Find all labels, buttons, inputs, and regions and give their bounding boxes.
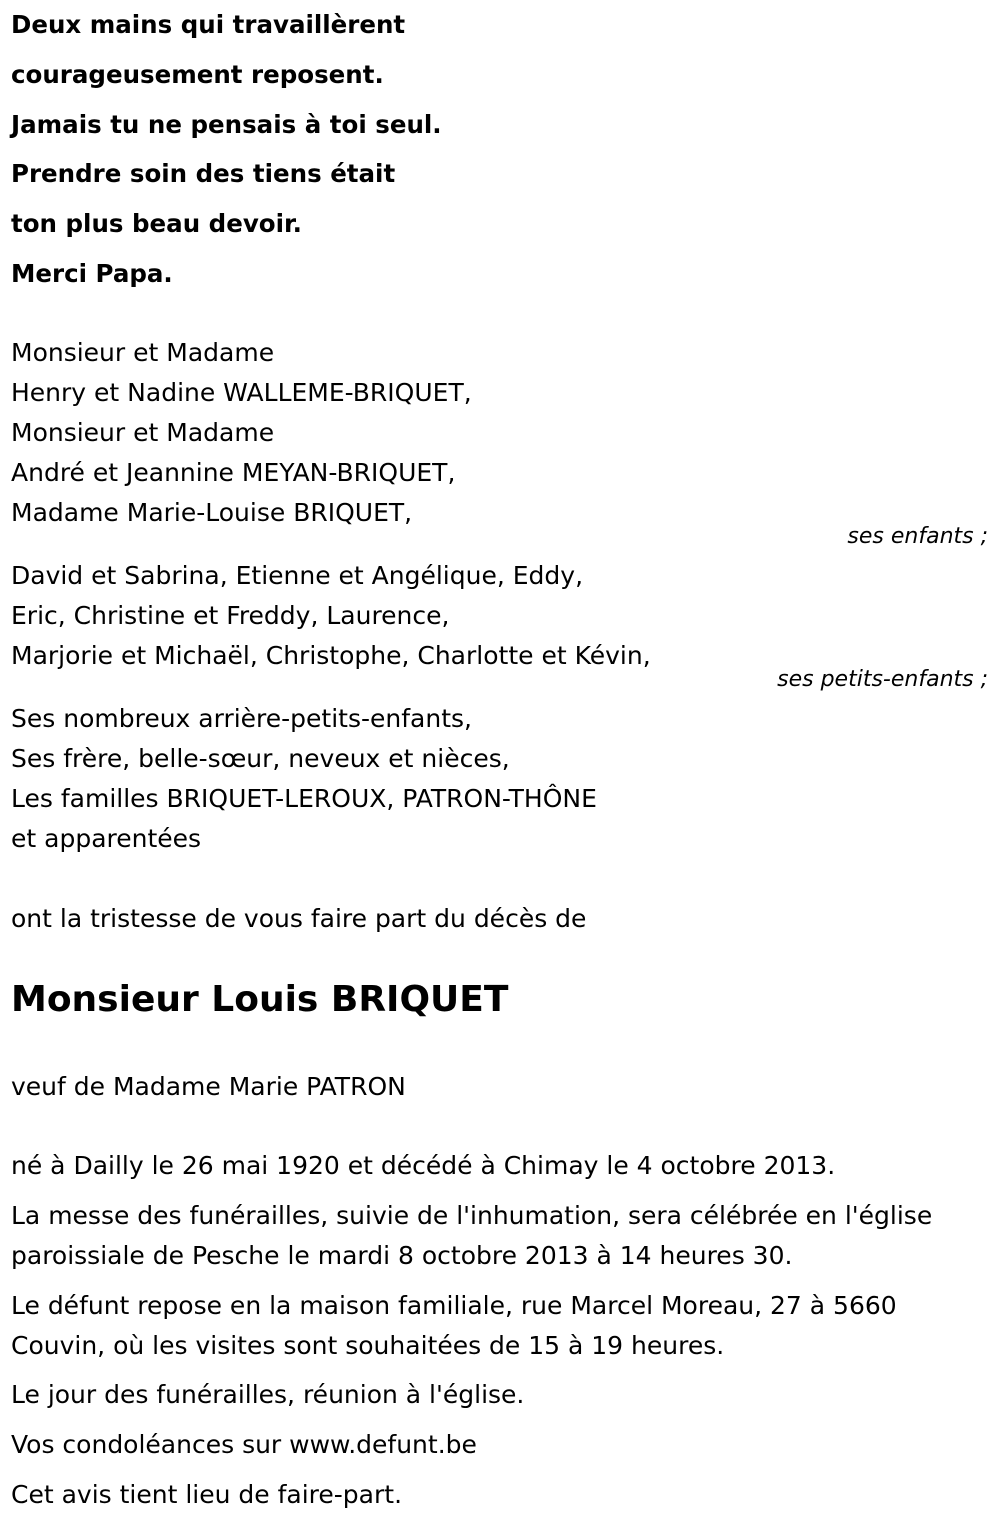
meeting-line: Le jour des funérailles, réunion à l'église. [11,1380,525,1409]
children-role: ses enfants ; [847,524,988,549]
family-line: et apparentées [11,824,202,853]
poem-line: ton plus beau devoir. [11,209,302,238]
repose-line: Couvin, où les visites sont souhaitées de 15 à 19 heures. [11,1331,725,1360]
poem-line: Deux mains qui travaillèrent [11,10,406,39]
family-line: Ses frère, belle-sœur, neveux et nièces, [11,744,510,773]
funeral-line: La messe des funérailles, suivie de l'inhumation, sera célébrée en l'église [11,1201,933,1230]
children-line: Madame Marie-Louise BRIQUET, [11,498,413,527]
widower-line: veuf de Madame Marie PATRON [11,1072,406,1101]
poem-line: Jamais tu ne pensais à toi seul. [11,110,442,139]
grandchildren-line: David et Sabrina, Etienne et Angélique, Eddy, [11,561,584,590]
family-line: Les familles BRIQUET-LEROUX, PATRON-THÔNE [11,784,597,813]
announcement: ont la tristesse de vous faire part du décès de [11,904,587,933]
poem-line: courageusement reposent. [11,60,384,89]
funeral-line: paroissiale de Pesche le mardi 8 octobre 2013 à 14 heures 30. [11,1241,793,1270]
repose-line: Le défunt repose en la maison familiale, rue Marcel Moreau, 27 à 5660 [11,1291,897,1320]
condolences-line: Vos condoléances sur www.defunt.be [11,1430,477,1459]
family-line: Ses nombreux arrière-petits-enfants, [11,704,472,733]
grandchildren-line: Eric, Christine et Freddy, Laurence, [11,601,450,630]
children-line: Monsieur et Madame [11,338,275,367]
grandchildren-role: ses petits-enfants ; [777,667,988,692]
children-line: Henry et Nadine WALLEME-BRIQUET, [11,378,472,407]
notice-line: Cet avis tient lieu de faire-part. [11,1480,403,1509]
deceased-name: Monsieur Louis BRIQUET [11,979,509,1020]
poem-line: Prendre soin des tiens était [11,159,396,188]
poem-line: Merci Papa. [11,259,173,288]
children-line: Monsieur et Madame [11,418,275,447]
birth-death-line: né à Dailly le 26 mai 1920 et décédé à Chimay le 4 octobre 2013. [11,1151,836,1180]
children-line: André et Jeannine MEYAN-BRIQUET, [11,458,456,487]
grandchildren-line: Marjorie et Michaël, Christophe, Charlotte et Kévin, [11,641,651,670]
